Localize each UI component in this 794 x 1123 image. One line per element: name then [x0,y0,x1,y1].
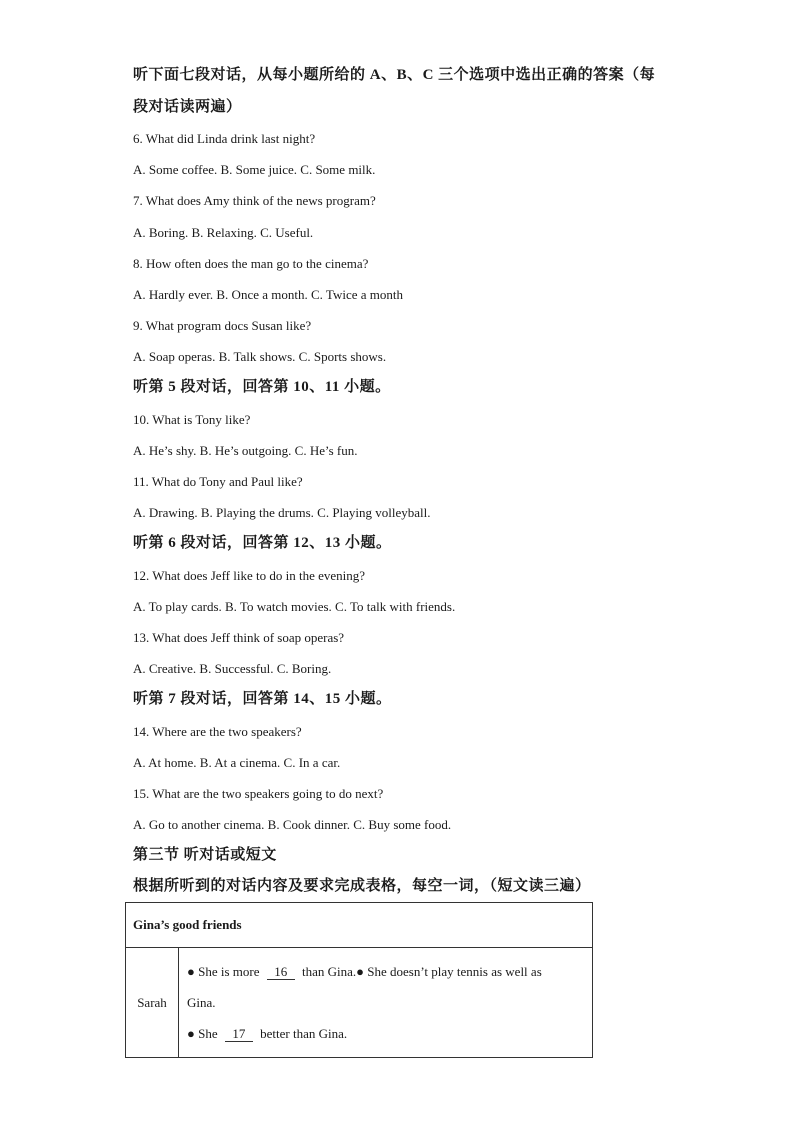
row-body-cell [179,948,593,1058]
table-header-row [126,903,593,948]
options-11: A. Drawing. B. Playing the drums. C. Playing volleyball. [133,505,431,520]
question-11: 11. What do Tony and Paul like? [133,474,303,489]
question-8: 8. How often does the man go to the cinema? [133,256,369,271]
section-6-heading: 听第 6 段对话，回答第 12、13 小题。 [133,535,392,551]
options-15: A. Go to another cinema. B. Cook dinner. C. Buy some food. [133,817,452,832]
question-12: 12. What does Jeff like to do in the evening? [133,568,366,583]
question-13: 13. What does Jeff think of soap operas? [133,630,345,645]
options-7: A. Boring. B. Relaxing. C. Useful. [133,225,314,240]
question-9: 9. What program docs Susan like? [133,318,312,333]
row-name-cell: Sarah [126,948,179,1058]
options-8: A. Hardly ever. B. Once a month. C. Twice a month [133,287,403,302]
question-14: 14. Where are the two speakers? [133,724,302,739]
bullet-line-1-cont: Gina. [187,995,216,1010]
part-3-title: 第三节 听对话或短文 [133,847,277,863]
section-7-heading: 听第 7 段对话，回答第 14、15 小题。 [133,691,392,707]
options-14: A. At home. B. At a cinema. C. In a car. [133,755,341,770]
table-row [126,948,593,1058]
options-6: A. Some coffee. B. Some juice. C. Some milk. [133,162,376,177]
blank-16[interactable]: 16 [267,965,295,980]
options-10: A. He’s shy. B. He’s outgoing. C. He’s fun. [133,443,358,458]
part-3-instruction: 根据所听到的对话内容及要求完成表格，每空一词，（短文读三遍） [133,878,591,894]
friends-table [125,902,593,1058]
intro-line-1: 听下面七段对话，从每小题所给的 A、B、C 三个选项中选出正确的答案（每 [133,67,656,83]
table-header: Gina’s good friends [126,903,593,948]
question-15: 15. What are the two speakers going to do next? [133,786,384,801]
intro-line-2: 段对话读两遍） [133,99,242,115]
bullet-line-1: ● She is more 16 than Gina.● She doesn’t play tennis as well as [187,964,542,979]
options-13: A. Creative. B. Successful. C. Boring. [133,661,332,676]
options-9: A. Soap operas. B. Talk shows. C. Sports shows. [133,349,387,364]
bullet-line-2: ● She 17 better than Gina. [187,1026,348,1041]
question-10: 10. What is Tony like? [133,412,251,427]
question-6: 6. What did Linda drink last night? [133,131,316,146]
section-5-heading: 听第 5 段对话，回答第 10、11 小题。 [133,379,391,395]
options-12: A. To play cards. B. To watch movies. C. To talk with friends. [133,599,456,614]
blank-17[interactable]: 17 [225,1027,253,1042]
question-7: 7. What does Amy think of the news program? [133,193,376,208]
